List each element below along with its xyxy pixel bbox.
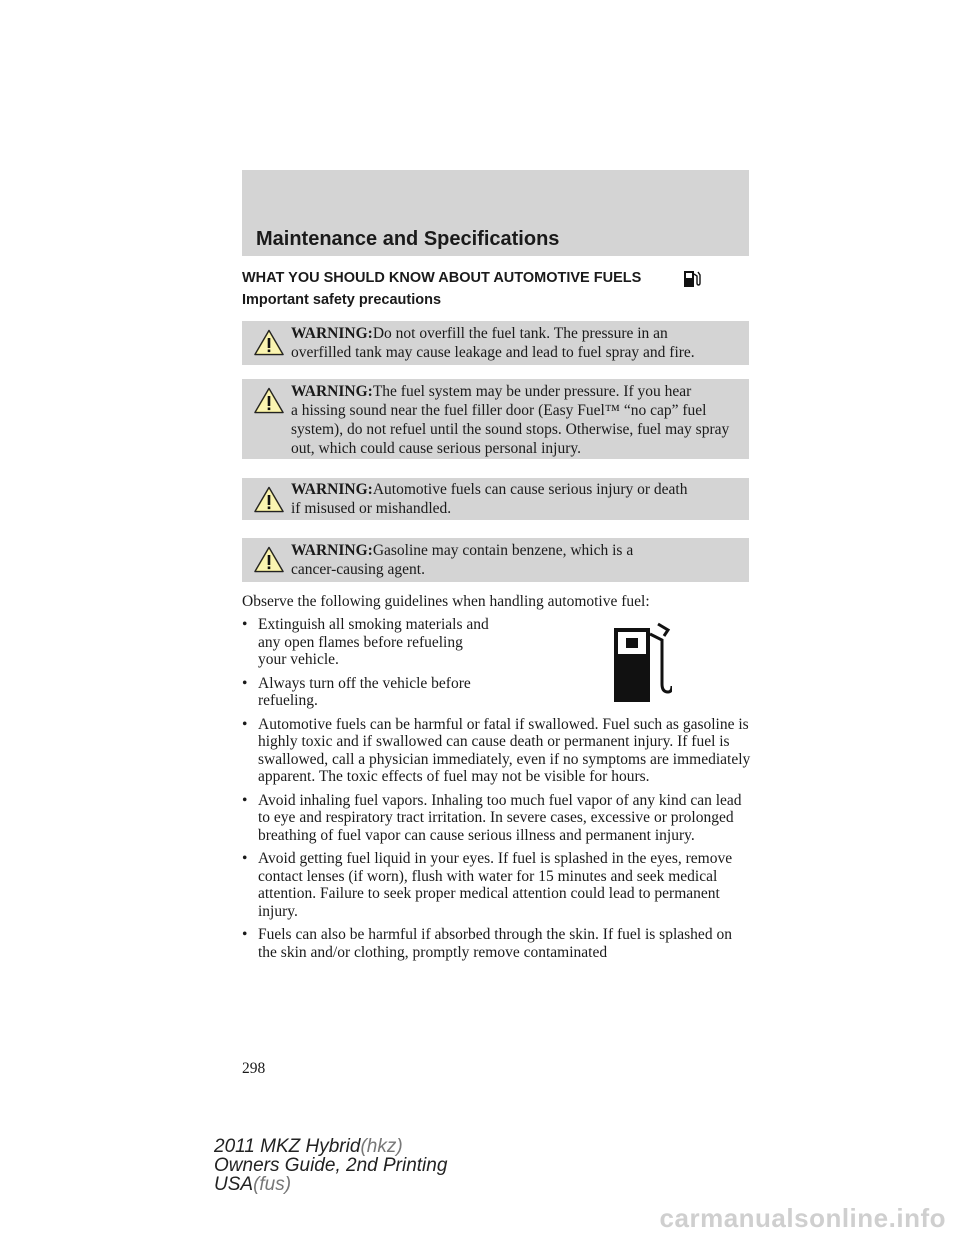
list-item: • Avoid inhaling fuel vapors. Inhaling too much fuel vapor of any kind can lead to eye and respiratory tract irritation. In severe cases, excessive or prolonged breathing of fuel vapor can cause serious illness and permanent injury. bbox=[242, 791, 742, 844]
footer-printing: Owners Guide, 2nd Printing bbox=[214, 1155, 448, 1176]
warning-text: WARNING:Do not overfill the fuel tank. The pressure in an overfilled tank may cause leakage and lead to fuel spray and fire. bbox=[291, 325, 695, 361]
warning-box bbox=[242, 478, 749, 520]
list-item: • Avoid getting fuel liquid in your eyes. If fuel is splashed in the eyes, remove contact lenses (if worn), flush with water for 15 minutes and seek medical attention. Failure to seek proper medical attention could lead to permanent injury. bbox=[242, 850, 733, 920]
footer-model-code: (hkz) bbox=[360, 1136, 403, 1157]
warning-box bbox=[242, 321, 749, 365]
warning-triangle-icon bbox=[254, 486, 284, 513]
list-item: • Always turn off the vehicle before refueling. bbox=[242, 674, 471, 709]
warning-text: WARNING:Gasoline may contain benzene, which is a cancer-causing agent. bbox=[291, 542, 634, 578]
guidelines-list bbox=[242, 616, 752, 967]
warning-box bbox=[242, 538, 749, 582]
warning-triangle-icon bbox=[254, 546, 284, 573]
list-item: • Automotive fuels can be harmful or fatal if swallowed. Fuel such as gasoline is highly toxic and if swallowed can cause death or permanent injury. If fuel is swallowed, call a physician immediately, even if no symptoms are immediately apparent. The toxic effects of fuel may not be visible for hours. bbox=[242, 715, 751, 785]
warning-triangle-icon bbox=[254, 329, 284, 356]
warning-triangle-icon bbox=[254, 387, 284, 414]
warning-text: WARNING:Automotive fuels can cause serious injury or death if misused or mishandled. bbox=[291, 481, 688, 517]
list-item: • Extinguish all smoking materials and any open flames before refueling your vehicle. bbox=[242, 616, 489, 668]
warning-box bbox=[242, 379, 749, 459]
intro-paragraph: Observe the following guidelines when handling automotive fuel: bbox=[242, 593, 650, 610]
section-title: Maintenance and Specifications bbox=[256, 228, 560, 250]
list-item: • Fuels can also be harmful if absorbed through the skin. If fuel is splashed on the skin and/or clothing, promptly remove contaminated bbox=[242, 926, 732, 961]
warning-text-continued: a hissing sound near the fuel filler door (Easy Fuel™ “no cap” fuel system), do not refuel until the sound stops. Otherwise, fuel may spray out, which could cause serious personal injury. bbox=[291, 402, 730, 457]
footer-market: USA bbox=[214, 1174, 254, 1195]
warning-text: WARNING:The fuel system may be under pressure. If you hear bbox=[291, 383, 692, 400]
fuel-pump-icon bbox=[683, 268, 701, 288]
footer-market-code: (fus) bbox=[253, 1174, 292, 1195]
subheading: Important safety precautions bbox=[242, 292, 442, 308]
heading: WHAT YOU SHOULD KNOW ABOUT AUTOMOTIVE FUELS bbox=[242, 270, 642, 286]
watermark: carmanualsonline.info bbox=[659, 1203, 946, 1233]
page-number: 298 bbox=[242, 1060, 266, 1077]
footer-model: 2011 MKZ Hybrid bbox=[214, 1136, 361, 1157]
document-footer bbox=[214, 1137, 447, 1194]
